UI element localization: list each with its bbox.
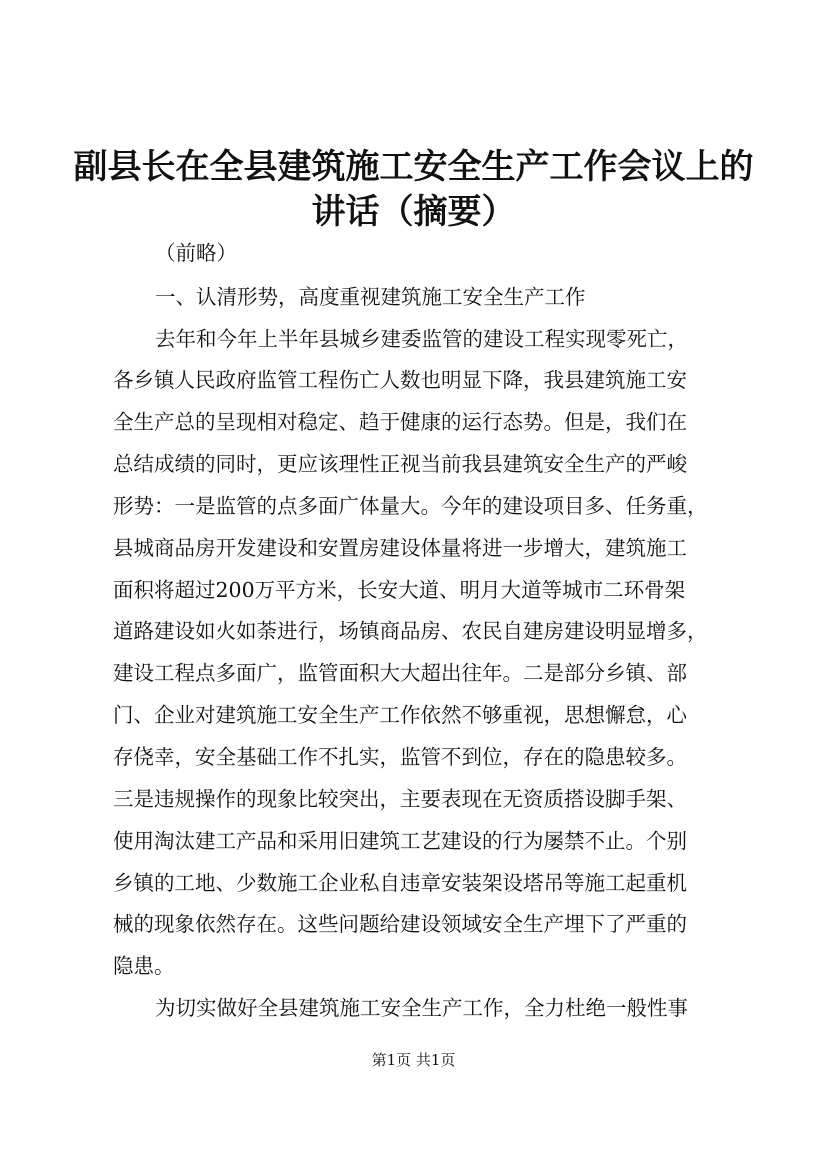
- paragraph-line: 为切实做好全县建筑施工安全生产工作，全力杜绝一般性事: [155, 996, 688, 1020]
- paragraph-line: 全生产总的呈现相对稳定、趋于健康的运行态势。但是，我们在: [113, 410, 687, 434]
- paragraph-line: 三是违规操作的现象比较突出，主要表现在无资质搭设脚手架、: [113, 787, 687, 811]
- document-title-line-1: 副县长在全县建筑施工安全生产工作会议上的: [73, 147, 754, 187]
- preface-note: （前略）: [155, 241, 237, 265]
- paragraph-line: 乡镇的工地、少数施工企业私自违章安装架设塔吊等施工起重机: [113, 871, 687, 895]
- paragraph-line: 去年和今年上半年县城乡建委监管的建设工程实现零死亡，: [155, 327, 688, 351]
- page-number-footer: 第1页 共1页: [371, 1051, 456, 1069]
- paragraph-line: 械的现象依然存在。这些问题给建设领域安全生产埋下了严重的: [113, 912, 687, 936]
- paragraph-line: 总结成绩的同时，更应该理性正视当前我县建筑安全生产的严峻: [113, 452, 687, 476]
- paragraph-line: 县城商品房开发建设和安置房建设体量将进一步增大，建筑施工: [113, 536, 687, 560]
- paragraph-line: 建设工程点多面广，监管面积大大超出往年。二是部分乡镇、部: [113, 661, 687, 685]
- paragraph-line: 使用淘汰建工产品和采用旧建筑工艺建设的行为屡禁不止。个别: [113, 829, 687, 853]
- document-title-line-2: 讲话（摘要）: [311, 192, 516, 232]
- paragraph-line: 各乡镇人民政府监管工程伤亡人数也明显下降，我县建筑施工安: [113, 368, 687, 392]
- section-heading: 一、认清形势，高度重视建筑施工安全生产工作: [155, 285, 586, 309]
- paragraph-line: 门、企业对建筑施工安全生产工作依然不够重视，思想懈怠，心: [113, 703, 687, 727]
- paragraph-line: 存侥幸，安全基础工作不扎实，监管不到位，存在的隐患较多。: [113, 745, 687, 769]
- paragraph-line: 面积将超过200万平方米，长安大道、明月大道等城市二环骨架: [113, 578, 686, 602]
- paragraph-line: 道路建设如火如荼进行，场镇商品房、农民自建房建设明显增多，: [113, 619, 708, 643]
- paragraph-line: 隐患。: [113, 954, 175, 978]
- paragraph-line: 形势：一是监管的点多面广体量大。今年的建设项目多、任务重，: [113, 494, 708, 518]
